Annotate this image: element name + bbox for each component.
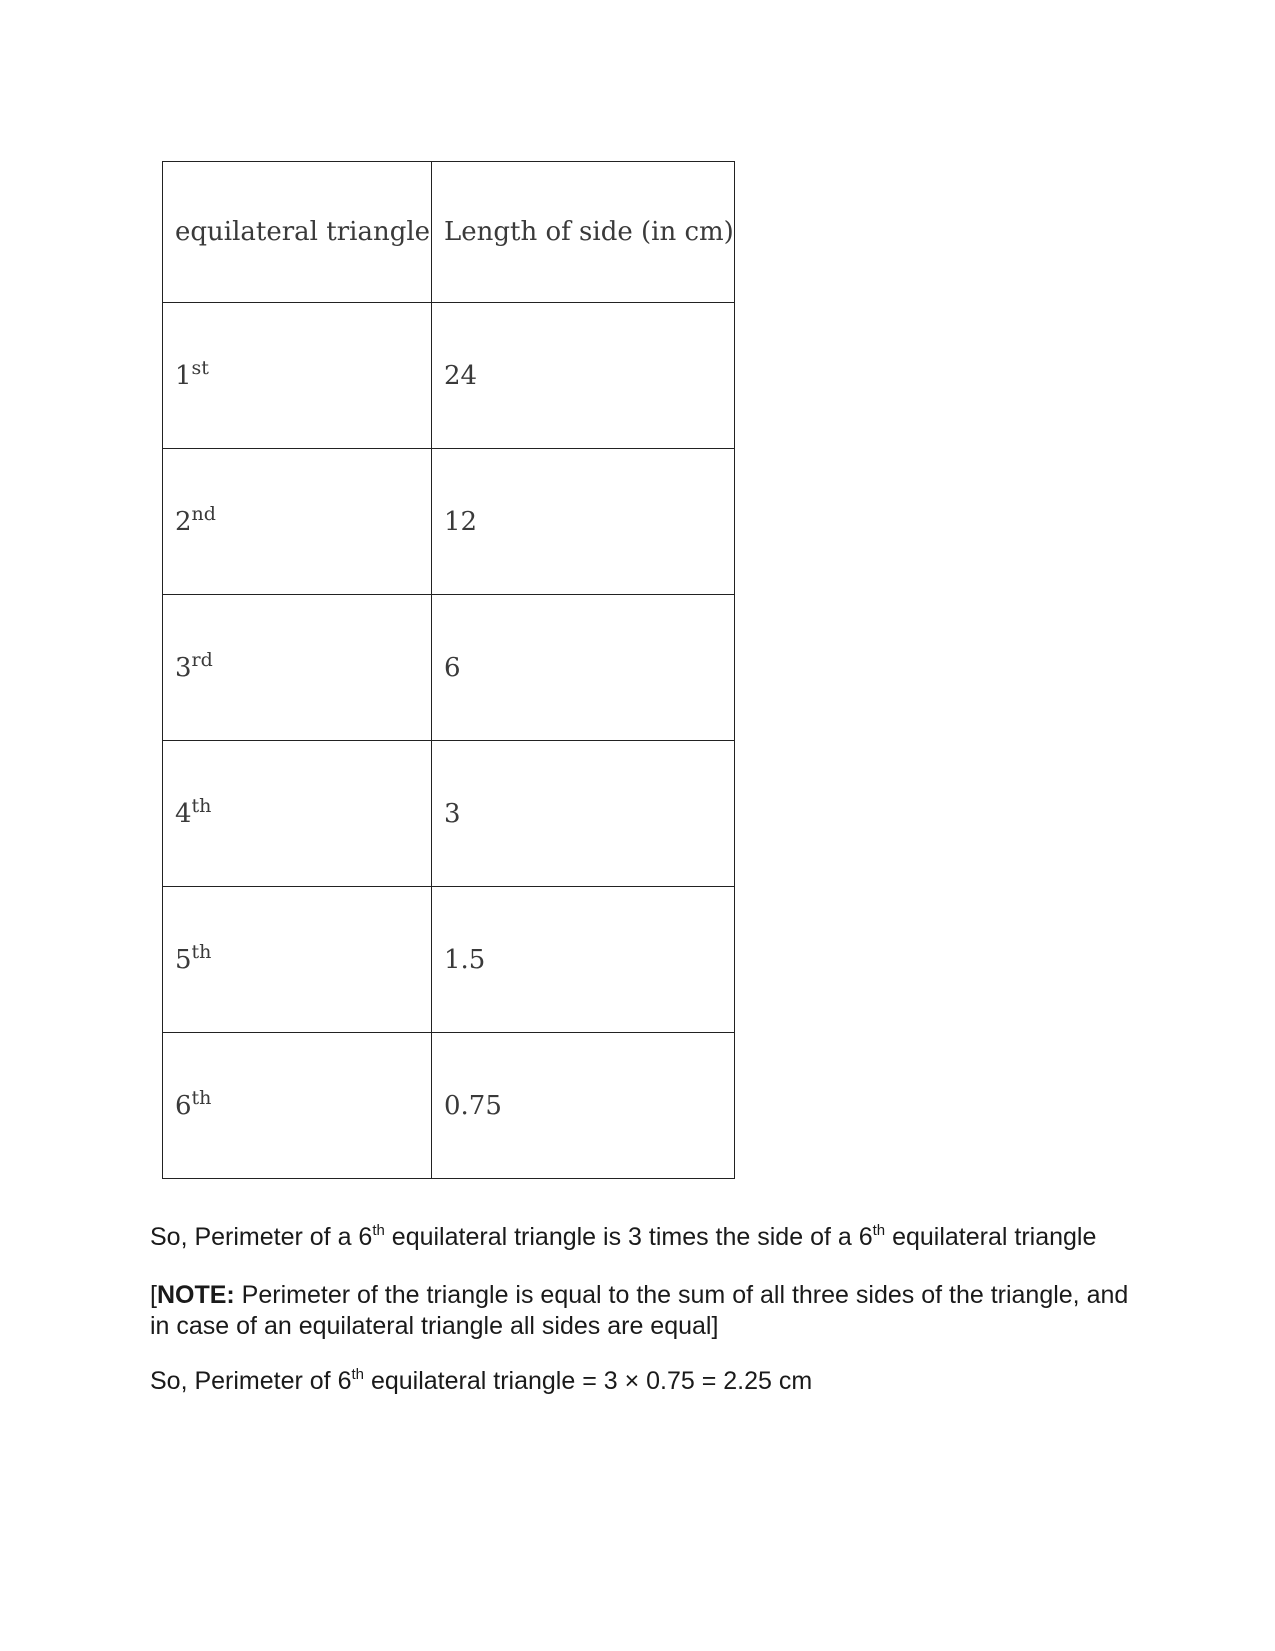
table-row — [163, 449, 735, 595]
triangle-ordinal-cell — [163, 595, 432, 741]
ordinal-suffix: rd — [191, 648, 213, 671]
ordinal-suffix: th — [872, 1222, 886, 1239]
side-length-cell: 12 — [432, 449, 735, 595]
ordinal-number: 1 — [175, 360, 192, 391]
side-length-cell: 0.75 — [432, 1033, 735, 1179]
perimeter-statement — [150, 1222, 1096, 1253]
triangle-ordinal-cell — [163, 303, 432, 449]
triangle-ordinal-cell — [163, 741, 432, 887]
side-length-cell: 24 — [432, 303, 735, 449]
table-row — [163, 1033, 735, 1179]
note-paragraph — [150, 1280, 1150, 1342]
side-length-cell: 6 — [432, 595, 735, 741]
table-row — [163, 887, 735, 1033]
statement-text: So, Perimeter of a 6 — [150, 1223, 373, 1251]
statement-text: equilateral triangle — [885, 1223, 1097, 1251]
triangle-ordinal-cell — [163, 887, 432, 1033]
ordinal-number: 3 — [175, 652, 192, 683]
triangle-side-table — [162, 161, 735, 1179]
table-row — [163, 741, 735, 887]
side-length-cell: 3 — [432, 741, 735, 887]
side-length-cell: 1.5 — [432, 887, 735, 1033]
ordinal-suffix: th — [191, 940, 212, 963]
perimeter-calculation — [150, 1366, 812, 1397]
ordinal-number: 6 — [175, 1090, 192, 1121]
header-length-of-side: Length of side (in cm) — [432, 162, 735, 303]
ordinal-suffix: st — [191, 356, 209, 379]
ordinal-suffix: th — [372, 1222, 385, 1239]
ordinal-suffix: th — [351, 1366, 364, 1383]
ordinal-suffix: th — [191, 1086, 212, 1109]
table-row — [163, 595, 735, 741]
calculation-text: equilateral triangle = 3 × 0.75 = 2.25 cm — [364, 1367, 813, 1395]
ordinal-suffix: nd — [191, 502, 216, 525]
triangle-ordinal-cell — [163, 449, 432, 595]
note-label: NOTE: — [156, 1281, 235, 1309]
ordinal-number: 4 — [175, 798, 192, 829]
table-row — [163, 303, 735, 449]
triangle-ordinal-cell — [163, 1033, 432, 1179]
note-body: Perimeter of the triangle is equal to the sum of all three sides of the triangle, and in case of an equilateral triangle all sides are equal] — [150, 1281, 1129, 1340]
header-equilateral-triangle: equilateral triangle — [163, 162, 432, 303]
ordinal-number: 2 — [175, 506, 192, 537]
ordinal-suffix: th — [191, 794, 212, 817]
table-header-row — [163, 162, 735, 303]
ordinal-number: 5 — [175, 944, 192, 975]
calculation-text: So, Perimeter of 6 — [150, 1367, 352, 1395]
statement-text: equilateral triangle is 3 times the side of a 6 — [384, 1223, 873, 1251]
note-bracket: [ — [150, 1281, 157, 1309]
